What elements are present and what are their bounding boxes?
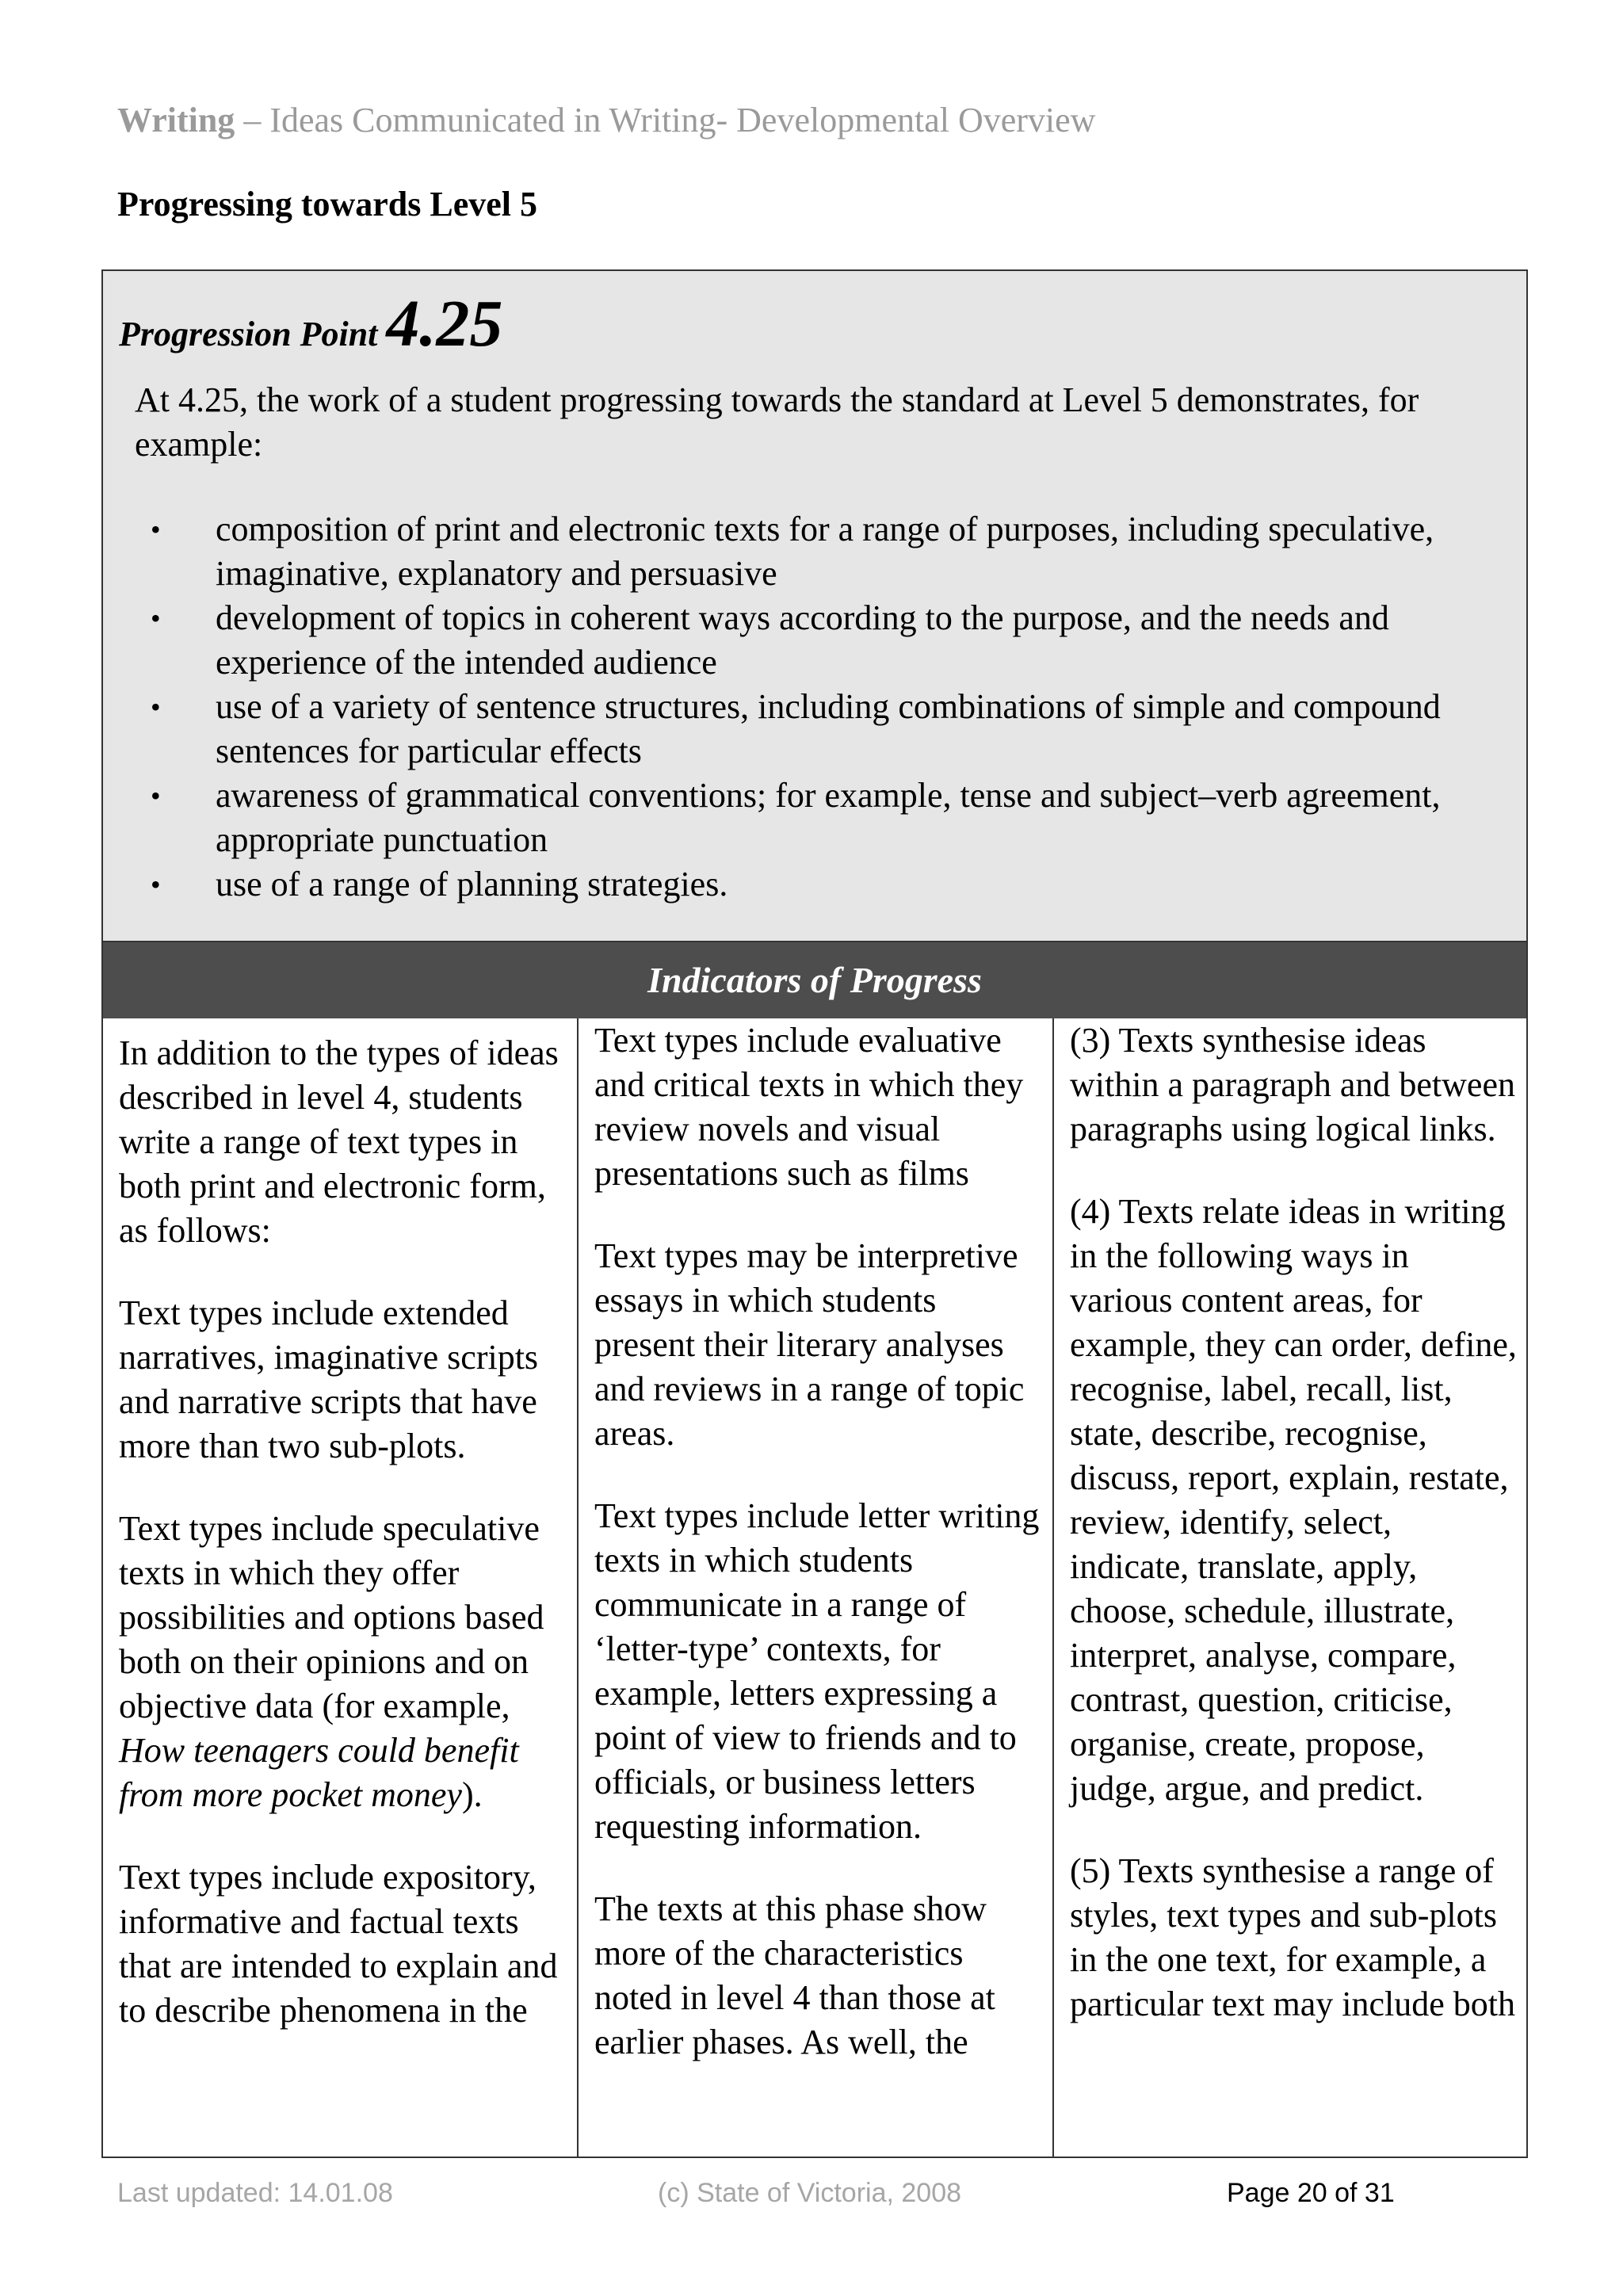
column-paragraph: Text types include evaluative and critical texts in which they review novels and visual presentations such as films <box>594 1021 1024 1193</box>
bullet-text: composition of print and electronic texts for a range of purposes, including speculative, imaginative, explanatory and persuasive <box>216 510 1434 593</box>
indicators-of-progress-header: Indicators of Progress <box>103 942 1526 1018</box>
column-paragraph: In addition to the types of ideas described in level 4, students write a range of text types in both print and electronic form, as follows: <box>119 1033 559 1250</box>
column-paragraph: (4) Texts relate ideas in writing in the following ways in various content areas, for example, they can order, define, recognise, label, recall, list, state, describe, recognise, discuss, report, explain, restate, review, identify, select, indicate, translate, apply, choose, schedule, illustrate, interpret, analyse, compare, contrast, question, criticise, organise, create, propose, judge, argue, and predict. <box>1070 1192 1517 1808</box>
bullet-item <box>135 862 1514 907</box>
column-paragraph: (5) Texts synthesise a range of styles, text types and sub-plots in the one text, for example, a particular text may include both <box>1070 1851 1516 2023</box>
bullet-text: use of a variety of sentence structures, including combinations of simple and compound sentences for particular effects <box>216 687 1441 770</box>
bullet-text: development of topics in coherent ways according to the purpose, and the needs and experience of the intended audience <box>216 598 1389 682</box>
indicators-column-3 <box>1054 1018 1526 2158</box>
bullet-item <box>135 507 1514 596</box>
progression-point-box <box>103 271 1526 942</box>
bullet-text: awareness of grammatical conventions; for example, tense and subject–verb agreement, appropriate punctuation <box>216 776 1441 859</box>
footer-page-number: Page 20 of 31 <box>1227 2178 1395 2208</box>
indicators-column-2 <box>579 1018 1054 2158</box>
indicators-column-1 <box>103 1018 579 2158</box>
footer-copyright: (c) State of Victoria, 2008 <box>658 2178 962 2208</box>
column-paragraph: Text types include expository, informative and factual texts that are intended to explain and to describe phenomena in the <box>119 1858 558 2030</box>
paragraph-text: ). <box>461 1775 483 1814</box>
header-topic: Ideas Communicated in Writing- Developmental Overview <box>269 101 1096 139</box>
progression-table <box>101 269 1528 2158</box>
column-paragraph <box>119 1507 569 1817</box>
footer-last-updated: Last updated: 14.01.08 <box>117 2178 393 2208</box>
header-subject: Writing <box>117 101 235 139</box>
section-title: Progressing towards Level 5 <box>117 185 537 223</box>
bullet-text: use of a range of planning strategies. <box>216 865 728 904</box>
bullet-icon: • <box>151 780 161 812</box>
bullet-icon: • <box>151 602 161 634</box>
column-paragraph: Text types may be interpretive essays in which students present their literary analyses and reviews in a range of topic areas. <box>594 1236 1025 1453</box>
header-separator: – <box>235 101 270 139</box>
paragraph-text: Text types include speculative texts in which they offer possibilities and options based both on their opinions and on objective data (for example, <box>119 1509 544 1725</box>
bullet-item <box>135 685 1514 774</box>
document-header <box>117 100 1095 140</box>
progression-point-intro: At 4.25, the work of a student progressing towards the standard at Level 5 demonstrates, for example: <box>135 380 1419 464</box>
bullet-item <box>135 774 1514 862</box>
progression-point-label: Progression Point <box>119 315 387 353</box>
progression-point-bullets <box>135 507 1514 907</box>
column-paragraph: The texts at this phase show more of the characteristics noted in level 4 than those at earlier phases. As well, the <box>594 1889 995 2061</box>
bullet-icon: • <box>151 869 161 900</box>
bullet-icon: • <box>151 514 161 545</box>
column-paragraph: Text types include extended narratives, imaginative scripts and narrative scripts that have more than two sub-plots. <box>119 1293 539 1465</box>
column-paragraph: Text types include letter writing texts in which students communicate in a range of ‘letter-type’ contexts, for example, letters expressing a point of view to friends and to officials, or business letters requesting information. <box>594 1496 1040 1846</box>
progression-point-title <box>119 285 502 362</box>
example-title-italic: How teenagers could benefit from more pocket money <box>119 1731 519 1814</box>
progression-point-number: 4.25 <box>386 287 503 361</box>
column-paragraph: (3) Texts synthesise ideas within a paragraph and between paragraphs using logical links. <box>1070 1021 1515 1148</box>
bullet-icon: • <box>151 691 161 723</box>
bullet-item <box>135 596 1514 685</box>
